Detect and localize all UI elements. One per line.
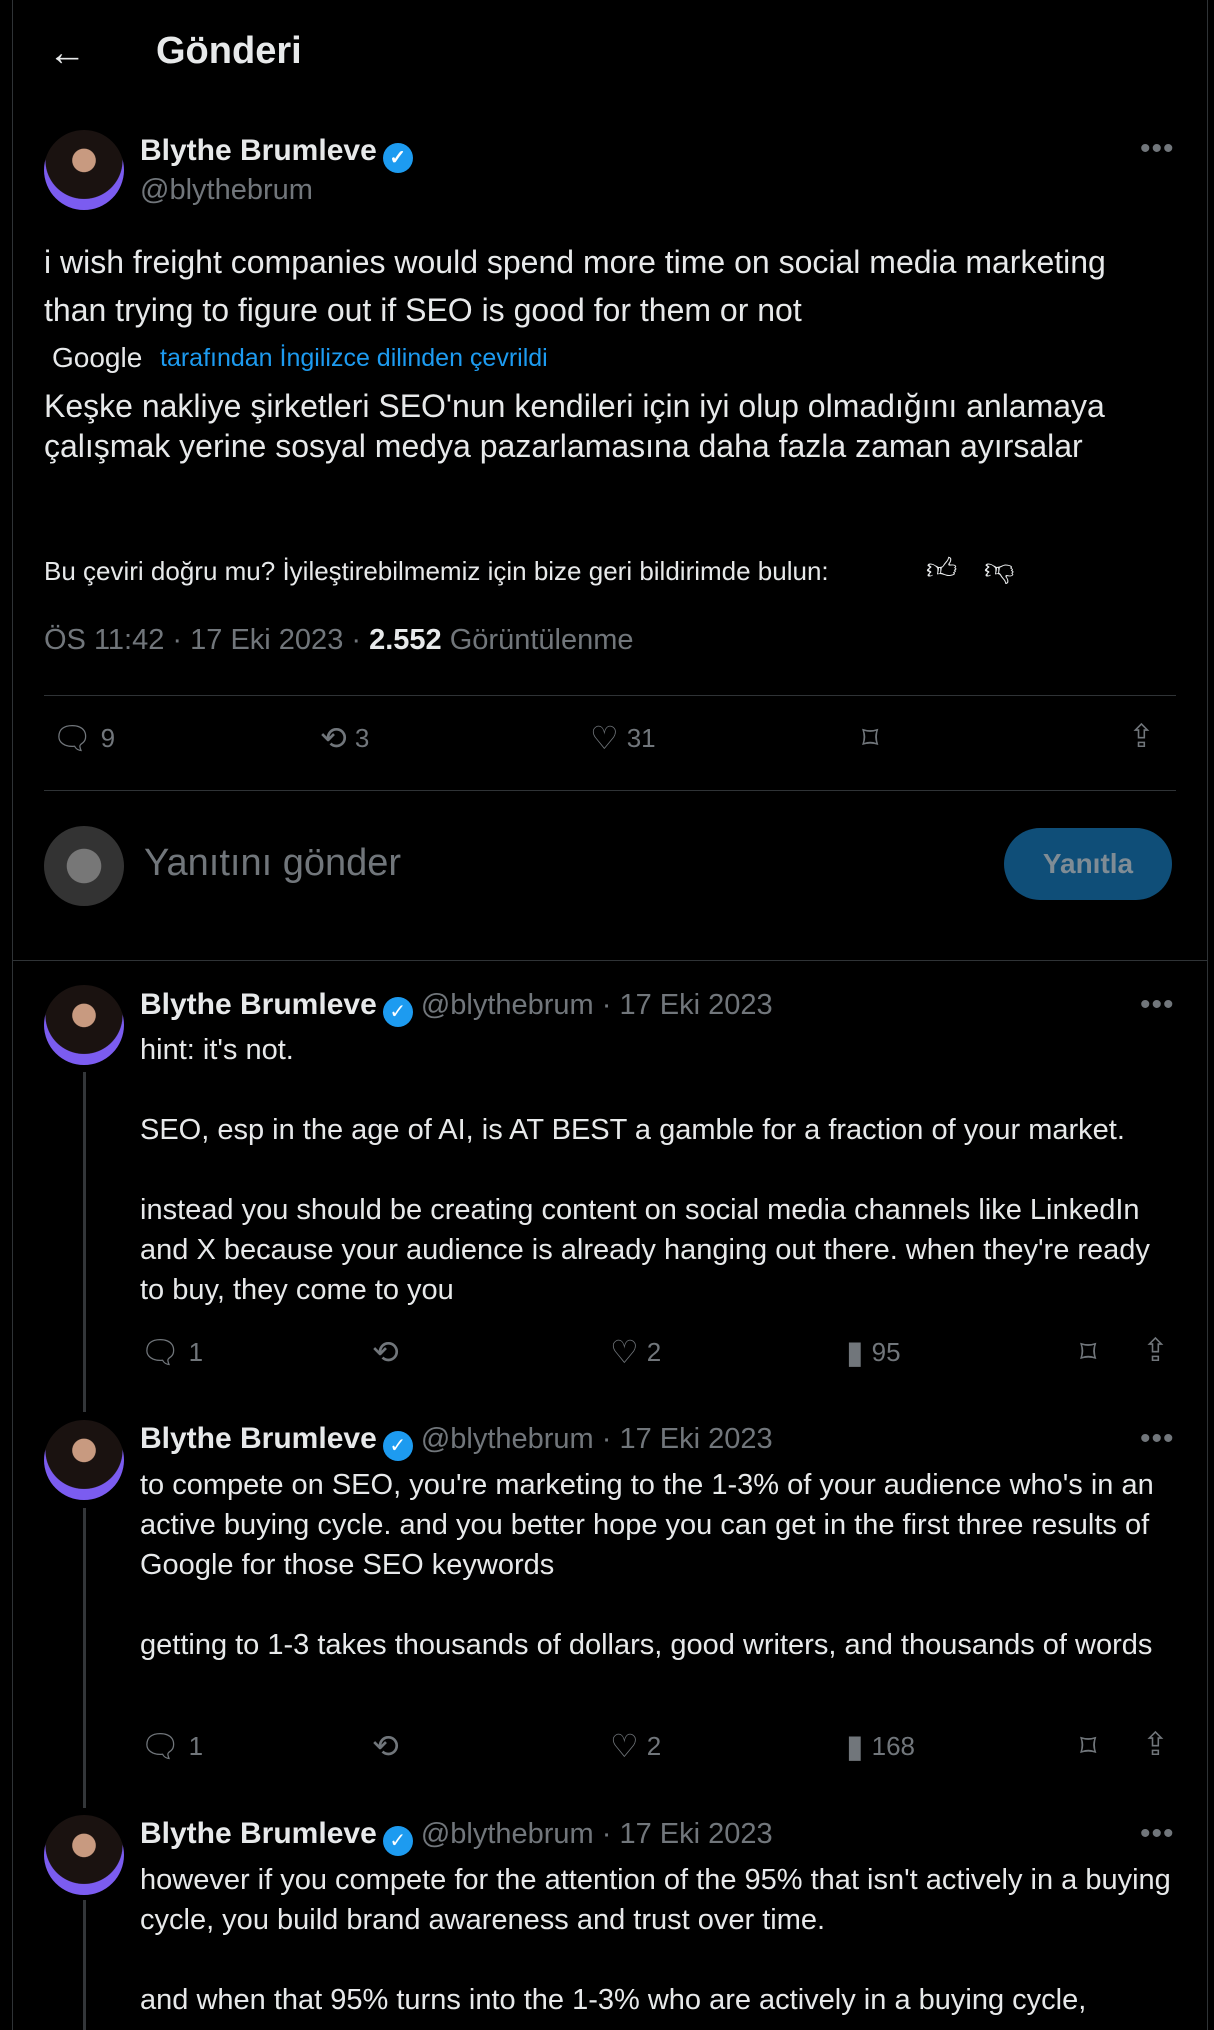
bookmark-button[interactable] bbox=[1080, 1336, 1096, 1368]
repost-icon: ⟲ bbox=[372, 1728, 399, 1764]
page-title: Gönderi bbox=[156, 30, 302, 72]
reply-button[interactable] bbox=[140, 1730, 203, 1762]
translated-text: Keşke nakliye şirketleri SEO'nun kendileri için iyi olup olmadığını anlamaya çalışmak yerine sosyal medya pazarlamasına daha fazla zaman ayırsalar bbox=[44, 388, 1105, 464]
translation-feedback-prompt: Bu çeviri doğru mu? İyileştirebilmemiz için bize geri bildirimde bulun: bbox=[44, 556, 829, 586]
reply-icon: 🗨︎ bbox=[140, 1334, 181, 1370]
reply-icon: 🗨︎ bbox=[140, 1728, 181, 1764]
view-count: 168 bbox=[871, 1730, 915, 1761]
bookmark-button[interactable] bbox=[1080, 1730, 1096, 1762]
like-count: 31 bbox=[626, 722, 656, 753]
post-text: i wish freight companies would spend more time on social media marketing than trying to figure out if SEO is good for them or not bbox=[44, 244, 1106, 328]
divider bbox=[44, 790, 1176, 791]
google-logo: Google bbox=[52, 342, 143, 373]
more-options-icon[interactable]: ••• bbox=[1140, 988, 1175, 1021]
author-handle[interactable]: @blythebrum bbox=[140, 174, 313, 206]
verified-badge-icon: ✓ bbox=[383, 143, 413, 173]
repost-count: 3 bbox=[354, 722, 370, 753]
like-count: 2 bbox=[646, 1730, 662, 1761]
author-name[interactable] bbox=[140, 134, 413, 173]
more-options-icon[interactable]: ••• bbox=[1140, 1817, 1175, 1850]
post-timestamp[interactable]: ÖS 11:42 · 17 Eki 2023 · bbox=[44, 624, 370, 656]
back-arrow-icon[interactable]: ← bbox=[48, 32, 86, 74]
translation-note-link[interactable]: tarafından İngilizce dilinden çevrildi bbox=[160, 344, 548, 372]
repost-button[interactable] bbox=[372, 1730, 399, 1762]
reply-text: to compete on SEO, you're marketing to the 1-3% of your audience who's in an active buying cycle. and you better hope you can get in the first three results of Google for those SEO keywords getting to 1-3 takes thousands of dollars, good writers, and thousands of words bbox=[140, 1469, 1154, 1661]
heart-icon: ♡ bbox=[610, 1334, 639, 1370]
repost-button[interactable] bbox=[372, 1336, 399, 1368]
thread-line bbox=[83, 1072, 86, 1412]
verified-badge-icon: ✓ bbox=[383, 1431, 413, 1461]
share-button[interactable] bbox=[1142, 1728, 1169, 1760]
verified-badge-icon: ✓ bbox=[383, 1826, 413, 1856]
thumbs-up-icon[interactable]: 👍︎ bbox=[926, 553, 958, 586]
reply-count: 9 bbox=[100, 722, 116, 753]
reply-count: 1 bbox=[188, 1336, 204, 1367]
views-label: Görüntülenme bbox=[441, 624, 634, 656]
thumbs-down-icon[interactable]: 👎︎ bbox=[984, 553, 1015, 586]
view-count: 2.552 bbox=[369, 624, 442, 656]
share-icon: ⇪ bbox=[1128, 718, 1155, 754]
author-name[interactable]: Blythe Brumleve bbox=[140, 1422, 377, 1455]
bookmark-button[interactable] bbox=[862, 722, 878, 754]
user-avatar bbox=[44, 826, 124, 906]
reply-icon: 🗨︎ bbox=[52, 720, 93, 756]
share-icon: ⇪ bbox=[1142, 1726, 1169, 1762]
views-button[interactable] bbox=[846, 1336, 901, 1368]
reply-header bbox=[140, 988, 773, 1027]
reply-meta[interactable]: @blythebrum · 17 Eki 2023 bbox=[420, 1423, 773, 1455]
verified-badge-icon: ✓ bbox=[383, 997, 413, 1027]
thread-line bbox=[83, 1900, 86, 2030]
avatar[interactable] bbox=[44, 1815, 124, 1895]
analytics-icon: ▮ bbox=[846, 1728, 864, 1764]
more-options-icon[interactable]: ••• bbox=[1140, 132, 1175, 165]
share-button[interactable] bbox=[1128, 720, 1155, 752]
reply-meta[interactable]: @blythebrum · 17 Eki 2023 bbox=[420, 989, 773, 1021]
reply-submit-button[interactable]: Yanıtla bbox=[1004, 828, 1172, 900]
reply-button[interactable] bbox=[140, 1336, 203, 1368]
reply-input[interactable]: Yanıtını gönder bbox=[144, 842, 402, 884]
section-divider bbox=[12, 960, 1208, 961]
share-button[interactable] bbox=[1142, 1334, 1169, 1366]
reply-count: 1 bbox=[188, 1730, 204, 1761]
repost-icon: ⟲ bbox=[320, 720, 347, 756]
avatar[interactable] bbox=[44, 1420, 124, 1500]
author-name-text: Blythe Brumleve bbox=[140, 134, 377, 167]
share-icon: ⇪ bbox=[1142, 1332, 1169, 1368]
more-options-icon[interactable]: ••• bbox=[1140, 1422, 1175, 1455]
like-count: 2 bbox=[646, 1336, 662, 1367]
divider bbox=[44, 695, 1176, 696]
reply-text: however if you compete for the attention of the 95% that isn't actively in a buying cycle, you build brand awareness and trust over time. and when that 95% turns into the 1-3% who are actively in a buying cycle, bbox=[140, 1864, 1171, 2016]
repost-button[interactable] bbox=[320, 722, 369, 754]
avatar[interactable] bbox=[44, 130, 124, 210]
author-name[interactable]: Blythe Brumleve bbox=[140, 1817, 377, 1850]
bookmark-icon: ⌑ bbox=[862, 720, 879, 756]
bookmark-icon: ⌑ bbox=[1080, 1728, 1097, 1764]
views-button[interactable] bbox=[846, 1730, 915, 1762]
heart-icon: ♡ bbox=[610, 1728, 639, 1764]
thread-line bbox=[83, 1508, 86, 1808]
reply-header bbox=[140, 1422, 773, 1461]
avatar[interactable] bbox=[44, 985, 124, 1065]
bookmark-icon: ⌑ bbox=[1080, 1334, 1097, 1370]
heart-icon: ♡ bbox=[590, 720, 619, 756]
reply-button[interactable] bbox=[52, 722, 115, 754]
view-count: 95 bbox=[871, 1336, 901, 1367]
reply-meta[interactable]: @blythebrum · 17 Eki 2023 bbox=[420, 1818, 773, 1850]
like-button[interactable] bbox=[590, 722, 656, 754]
reply-text: hint: it's not. SEO, esp in the age of AI, is AT BEST a gamble for a fraction of your market. instead you should be creating content on social media channels like LinkedIn and X because your audience is already hanging out there. when they're ready to buy, they come to you bbox=[140, 1034, 1150, 1306]
repost-icon: ⟲ bbox=[372, 1334, 399, 1370]
like-button[interactable] bbox=[610, 1730, 661, 1762]
like-button[interactable] bbox=[610, 1336, 661, 1368]
analytics-icon: ▮ bbox=[846, 1334, 864, 1370]
author-name[interactable]: Blythe Brumleve bbox=[140, 988, 377, 1021]
post-meta bbox=[44, 624, 634, 657]
reply-header bbox=[140, 1817, 773, 1856]
